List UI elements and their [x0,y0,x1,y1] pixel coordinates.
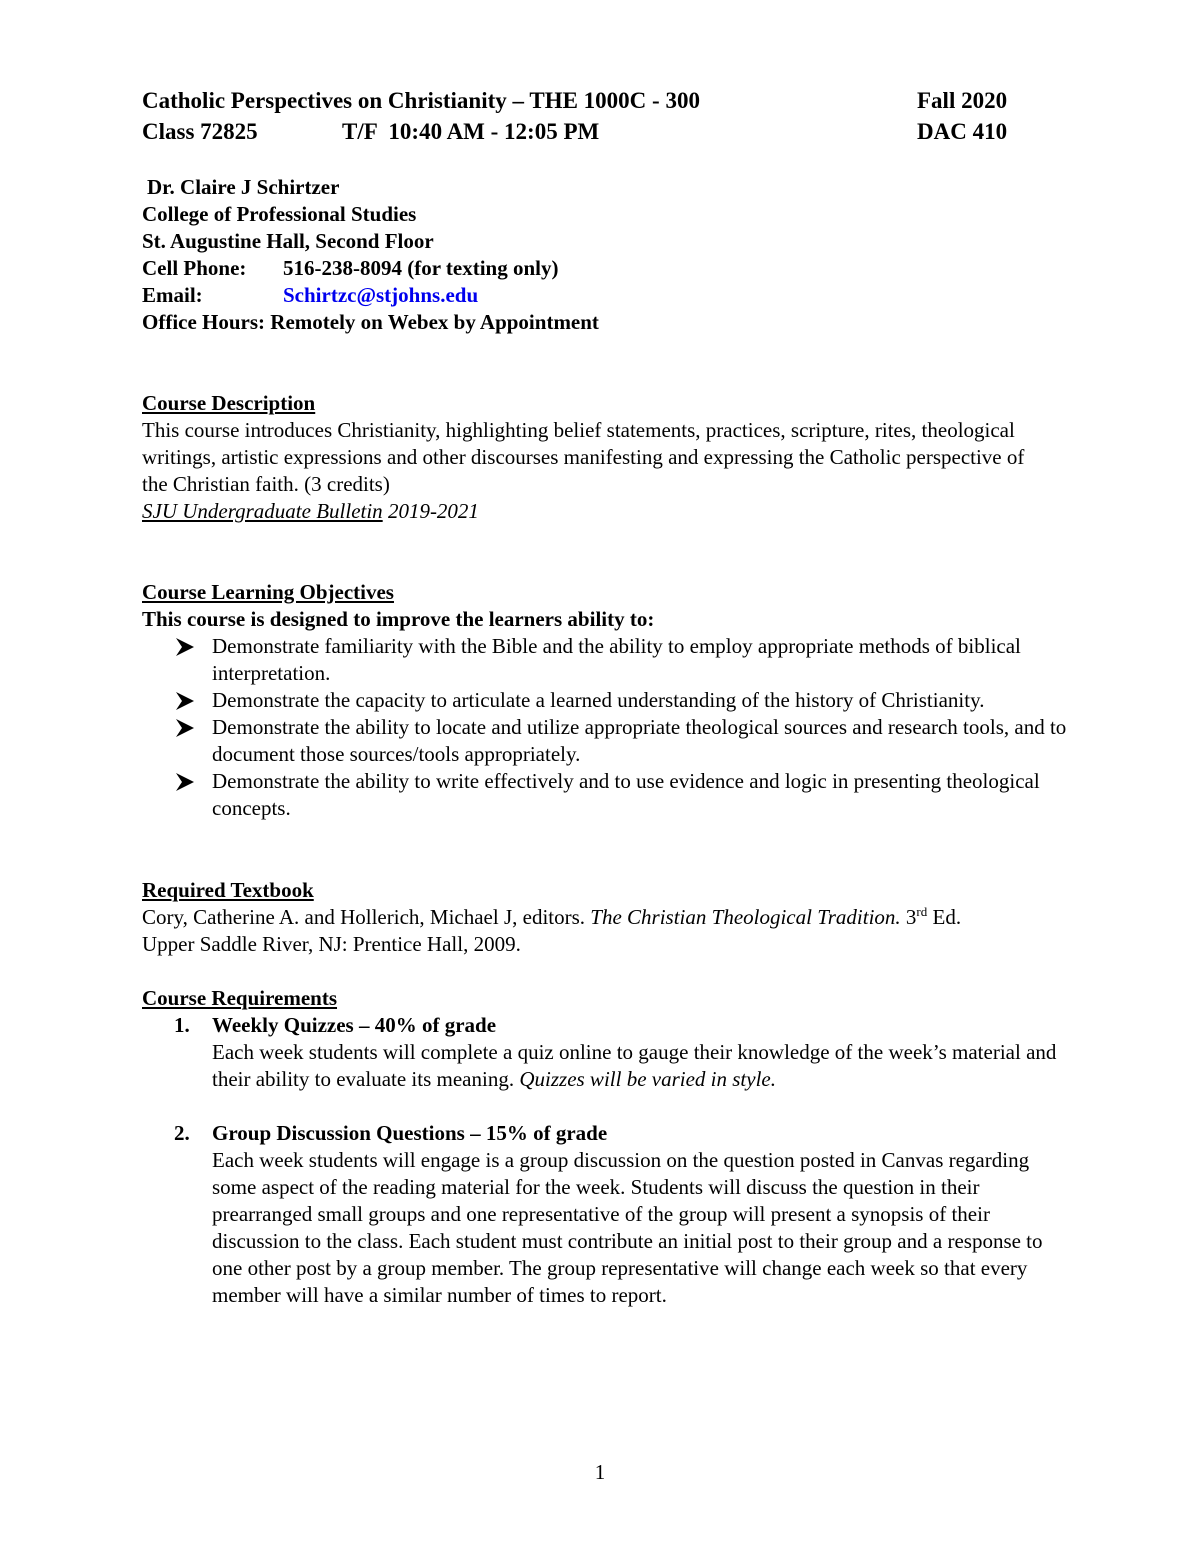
requirement-item [142,1012,1072,1093]
phone-label: Cell Phone: [142,256,247,280]
course-description-text: This course introduces Christianity, highlighting belief statements, practices, scripture, rites, theological writings, artistic expressions and other discourses manifesting and expressing the Catholic perspective of the Christian faith. (3 credits) [142,418,1025,496]
course-description-heading: Course Description [142,391,316,415]
objectives-heading: Course Learning Objectives [142,580,394,604]
objective-text: Demonstrate familiarity with the Bible and the ability to employ appropriate methods of biblical interpretation. [212,634,1021,685]
term: Fall 2020 [917,88,1008,113]
bulletin-title: SJU Undergraduate Bulletin [142,499,383,523]
arrow-bullet-icon [174,691,196,711]
description-source [142,498,1072,525]
room: DAC 410 [917,119,1008,144]
requirement-text: Each week students will engage is a group discussion on the question posted in Canvas regarding some aspect of the reading material for the week. Students will discuss the question in their prearranged small groups and one representative of the group will present a synopsis of their discussion to the class. Each student must contribute an initial post to their group and a response to one other post by a group member. The group representative will change each week so that every member will have a similar number of times to report. [212,1148,1043,1307]
office-hours: Office Hours: Remotely on Webex by Appointment [142,310,599,334]
textbook-title: The Christian Theological Tradition. [590,905,901,929]
requirements-section [142,985,1072,1309]
objective-item [142,714,1072,768]
textbook-edition-suffix: rd [916,904,928,919]
requirement-number: 2. [174,1121,190,1145]
class-schedule: T/F 10:40 AM - 12:05 PM [342,119,600,144]
requirement-item [142,1120,1072,1309]
textbook-citation [142,904,1072,931]
course-description-section [142,390,1072,525]
course-title: Catholic Perspectives on Christianity – THE 1000C - 300 [142,88,700,113]
page-number: 1 [594,1460,606,1484]
requirement-number: 1. [174,1013,190,1037]
instructor-name: Dr. Claire J Schirtzer [147,175,340,199]
objective-item [142,633,1072,687]
arrow-bullet-icon [174,772,196,792]
objective-item [142,768,1072,822]
phone-value: 516-238-8094 (for texting only) [283,256,559,280]
email-link[interactable]: Schirtzc@stjohns.edu [283,283,479,307]
textbook-heading: Required Textbook [142,878,314,902]
requirement-title: Weekly Quizzes – 40% of grade [212,1013,497,1037]
textbook-section [142,877,1072,958]
textbook-publisher: Upper Saddle River, NJ: Prentice Hall, 2009. [142,932,521,956]
email-label: Email: [142,283,203,307]
textbook-edition-label: Ed. [927,905,962,929]
objectives-list [142,633,1072,822]
objective-text: Demonstrate the ability to locate and utilize appropriate theological sources and research tools, and to document those sources/tools appropriately. [212,715,1067,766]
textbook-edition: 3 [900,905,917,929]
bulletin-years: 2019-2021 [382,499,479,523]
textbook-authors: Cory, Catherine A. and Hollerich, Michael J, editors. [142,905,591,929]
requirement-note: Quizzes will be varied in style. [519,1067,776,1091]
arrow-bullet-icon [174,718,196,738]
requirement-text: Each week students will complete a quiz online to gauge their knowledge of the week’s material and their ability to evaluate its meaning. [212,1040,1057,1091]
requirements-heading: Course Requirements [142,986,338,1010]
requirement-title: Group Discussion Questions – 15% of grade [212,1121,608,1145]
instructor-college: College of Professional Studies [142,202,417,226]
objective-item [142,687,1072,714]
objective-text: Demonstrate the capacity to articulate a learned understanding of the history of Christianity. [212,688,985,712]
requirement-text-block [212,1039,1062,1093]
instructor-location: St. Augustine Hall, Second Floor [142,229,434,253]
class-number: Class 72825 [142,119,258,144]
objectives-intro: This course is designed to improve the learners ability to: [142,607,655,631]
objective-text: Demonstrate the ability to write effectively and to use evidence and logic in presenting theological concepts. [212,769,1040,820]
arrow-bullet-icon [174,637,196,657]
objectives-section [142,579,1072,822]
